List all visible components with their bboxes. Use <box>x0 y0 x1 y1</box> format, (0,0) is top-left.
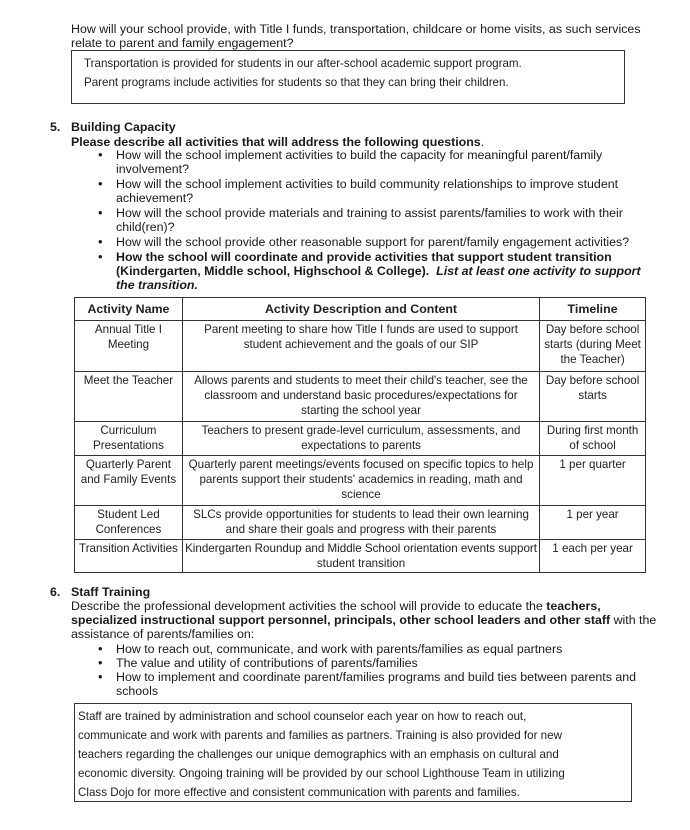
activity-name: Annual Title I Meeting <box>75 321 183 372</box>
section-6-title: Staff Training <box>71 585 151 599</box>
answer-line: economic diversity. Ongoing training will be provided by our school Lighthouse Team in utilizing <box>78 767 565 780</box>
bullet-item: • How will the school provide materials and training to assist parents/families to work with their child(ren)? <box>96 206 656 234</box>
answer-line: communicate and work with parents and families as partners. Training is also provided for new <box>78 729 562 742</box>
activity-timeline: 1 per quarter <box>540 456 646 506</box>
transport-question: How will your school provide, with Title I funds, transportation, childcare or home visits, as such services relate to parent and family engagement? <box>71 22 641 50</box>
desc-bold: teachers, specialized instructional support personnel, principals, other school leaders and other staff <box>71 599 611 627</box>
staff-training-answer-box <box>74 703 632 802</box>
activity-name: Student Led Conferences <box>75 506 183 540</box>
transition-instruction: List at least one activity to support the transition. <box>116 264 641 292</box>
section-5-number: 5. <box>50 120 61 134</box>
bullet-item: • The value and utility of contributions of parents/families <box>96 656 656 670</box>
answer-line: teachers regarding the challenges our unique demographics with an emphasis on cultural and <box>78 748 559 761</box>
section-6-bullets <box>96 642 656 698</box>
section-5-title: Building Capacity <box>71 120 176 134</box>
bullet-item: • How will the school provide other reasonable support for parent/family engagement activities? <box>96 235 656 249</box>
activity-description: Kindergarten Roundup and Middle School orientation events support student transition <box>182 540 539 573</box>
bullet-item: • How will the school implement activities to build community relationships to improve student achievement? <box>96 177 656 205</box>
activity-name: Meet the Teacher <box>75 372 183 422</box>
instruction-end: . <box>480 135 485 149</box>
header-activity-description: Activity Description and Content <box>182 298 539 321</box>
activity-description: Teachers to present grade-level curriculum, assessments, and expectations to parents <box>182 422 539 456</box>
section-6-number: 6. <box>50 585 61 599</box>
activity-timeline: Day before school starts (during Meet the Teacher) <box>540 321 646 372</box>
activity-timeline: Day before school starts <box>540 372 646 422</box>
bullet-item: • How to reach out, communicate, and work with parents/families as equal partners <box>96 642 656 656</box>
header-timeline: Timeline <box>540 298 646 321</box>
table-row <box>75 372 646 422</box>
table-row <box>75 422 646 456</box>
table-row <box>75 506 646 540</box>
bullet-item: • How to implement and coordinate parent/families programs and build ties between parents and schools <box>96 670 656 698</box>
transition-text: How the school will coordinate and provide activities that support student transition (Kindergarten, Middle school, Highschool & College). <box>116 250 612 278</box>
answer-line: Transportation is provided for students in our after-school academic support program. <box>84 57 522 70</box>
instruction-bold: Please describe all activities that will address the following questions <box>71 135 481 149</box>
table-row <box>75 456 646 506</box>
activity-timeline: 1 per year <box>540 506 646 540</box>
activity-description: Allows parents and students to meet their child's teacher, see the classroom and understand basic procedures/expectations for starting the school year <box>182 372 539 422</box>
desc-start: Describe the professional development activities the school will provide to educate the <box>71 599 543 613</box>
activity-timeline: During first month of school <box>540 422 646 456</box>
table-header-row <box>75 298 646 321</box>
bullet-item-transition <box>96 250 656 292</box>
header-activity-name: Activity Name <box>75 298 183 321</box>
activity-description: Parent meeting to share how Title I funds are used to support student achievement and the goals of our SIP <box>182 321 539 372</box>
activity-name: Curriculum Presentations <box>75 422 183 456</box>
desc-end: with the assistance of parents/families on: <box>71 613 657 641</box>
activity-description: SLCs provide opportunities for students to lead their own learning and share their goals and progress with their parents <box>182 506 539 540</box>
bullet-item: • How will the school implement activities to build the capacity for meaningful parent/family involvement? <box>96 148 656 176</box>
transport-answer-box <box>71 50 625 104</box>
section-5-bullets <box>96 148 656 293</box>
answer-line: Parent programs include activities for students so that they can bring their children. <box>84 76 509 89</box>
activity-name: Transition Activities <box>75 540 183 573</box>
activity-name: Quarterly Parent and Family Events <box>75 456 183 506</box>
answer-line: Class Dojo for more effective and consistent communication with parents and families. <box>78 786 520 799</box>
table-row <box>75 321 646 372</box>
activity-table <box>74 297 646 573</box>
section-6-description <box>71 599 661 641</box>
activity-timeline: 1 each per year <box>540 540 646 573</box>
activity-description: Quarterly parent meetings/events focused on specific topics to help parents support their students' academics in reading, math and science <box>182 456 539 506</box>
answer-line: Staff are trained by administration and school counselor each year on how to reach out, <box>78 710 527 723</box>
section-5-instruction <box>71 135 671 149</box>
table-row <box>75 540 646 573</box>
